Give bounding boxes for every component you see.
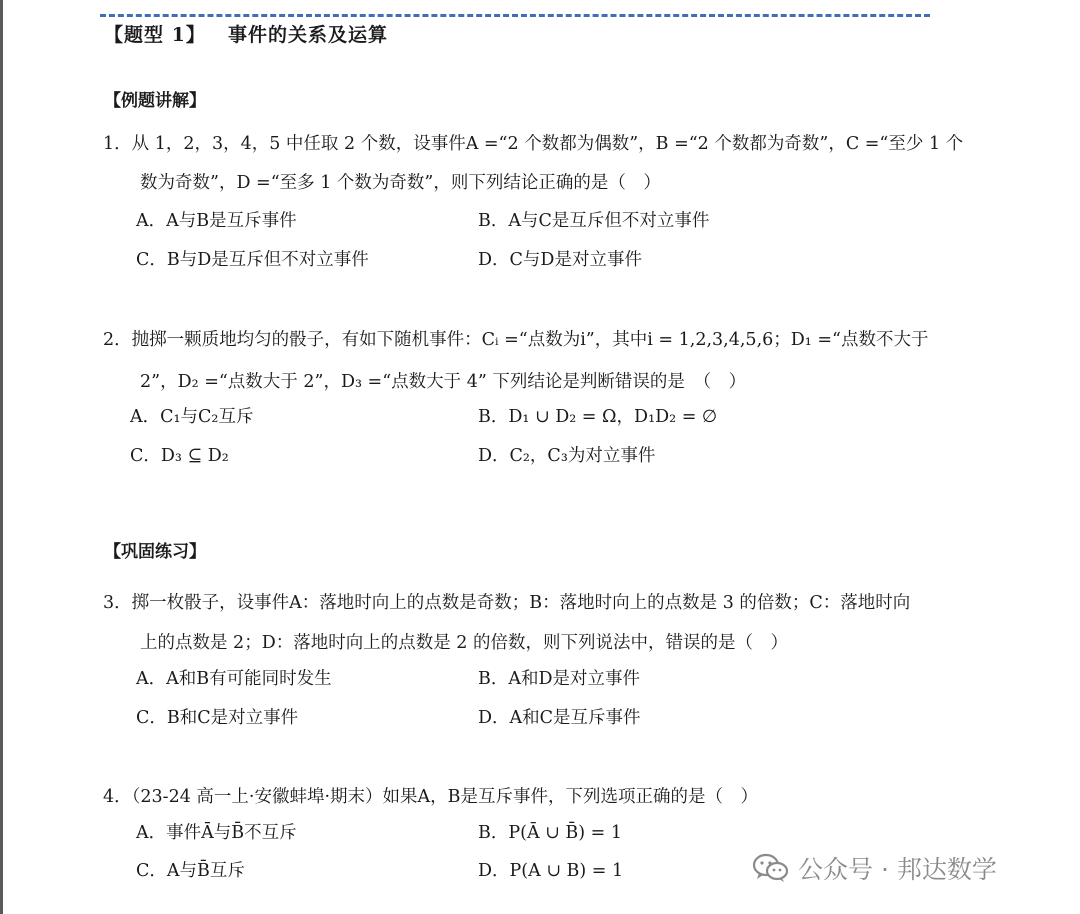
q1-option-d: D．C与D是对立事件 [478, 250, 642, 270]
type-title: 事件的关系及运算 [228, 24, 389, 46]
q4-option-a: A．事件Ā与B̄不互斥 [136, 823, 297, 843]
q2-option-a: A．C₁与C₂互斥 [130, 407, 254, 427]
type-tag: 【题型 1】 [104, 24, 206, 46]
wechat-icon [752, 852, 790, 884]
q4-option-b: B．P(Ā ∪ B̄) = 1 [478, 823, 622, 843]
q2-stem-line2: 2”，D₂ =“点数大于 2”，D₃ =“点数大于 4” 下列结论是判断错误的是 （ ） [140, 372, 747, 392]
q2-option-b: B．D₁ ∪ D₂ = Ω，D₁D₂ = ∅ [478, 407, 718, 427]
q4-stem-line1: 4．（23-24 高一上·安徽蚌埠·期末）如果A，B是互斥事件，下列选项正确的是（ ） [103, 787, 759, 807]
q3-stem-line1: 3．掷一枚骰子，设事件A：落地时向上的点数是奇数；B：落地时向上的点数是 3 的倍数；C：落地时向 [103, 593, 911, 613]
q2-option-d: D．C₂，C₃为对立事件 [478, 446, 656, 466]
q3-option-a: A．A和B有可能同时发生 [136, 669, 332, 689]
watermark-text: 公众号 · 邦达数学 [798, 855, 997, 884]
q3-option-c: C．B和C是对立事件 [136, 708, 299, 728]
q2-stem-line1: 2．抛掷一颗质地均匀的骰子，有如下随机事件：Cᵢ =“点数为i”，其中i = 1,2,3,4,5,6；D₁ =“点数不大于 [103, 330, 929, 350]
header-dash-dot-rule [100, 14, 930, 17]
q1-option-a: A．A与B是互斥事件 [136, 211, 297, 231]
q4-option-d: D．P(A ∪ B) = 1 [478, 861, 624, 881]
q1-stem-line1: 1．从 1，2，3，4，5 中任取 2 个数，设事件A =“2 个数都为偶数”，B =“2 个数都为奇数”，C =“至少 1 个 [103, 134, 964, 154]
q4-option-c: C．A与B̄互斥 [136, 861, 245, 881]
q1-option-c: C．B与D是互斥但不对立事件 [136, 250, 369, 270]
q3-option-d: D．A和C是互斥事件 [478, 708, 641, 728]
q1-stem-line2: 数为奇数”，D =“至多 1 个数为奇数”，则下列结论正确的是（ ） [140, 173, 661, 193]
page-left-border [0, 0, 3, 914]
q3-option-b: B．A和D是对立事件 [478, 669, 641, 689]
section-practice: 【巩固练习】 [104, 542, 206, 562]
q1-option-b: B．A与C是互斥但不对立事件 [478, 211, 710, 231]
section-examples: 【例题讲解】 [104, 91, 206, 111]
q2-option-c: C．D₃ ⊆ D₂ [130, 446, 229, 466]
q3-stem-line2: 上的点数是 2；D：落地时向上的点数是 2 的倍数，则下列说法中，错误的是（ ） [140, 633, 788, 653]
account-watermark [752, 850, 997, 886]
